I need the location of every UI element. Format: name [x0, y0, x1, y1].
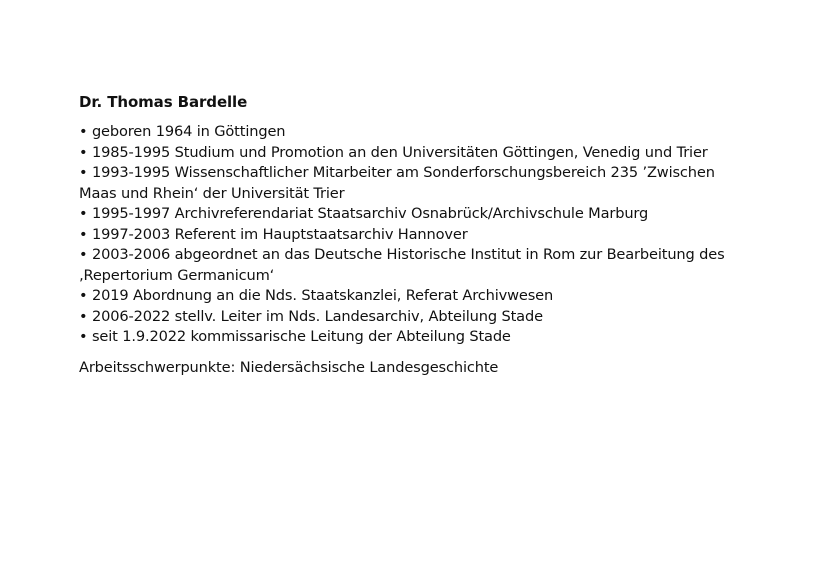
bio-line: • 1995-1997 Archivreferendariat Staatsarchiv Osnabrück/Archivschule Marburg [79, 205, 649, 222]
bio-line: • 1985-1995 Studium und Promotion an den Universitäten Göttingen, Venedig und Trier [79, 143, 708, 161]
bio-line: • 1997-2003 Referent im Hauptstaatsarchiv Hannover [79, 225, 468, 243]
bio-line: • 2003-2006 abgeordnet an das Deutsche Historische Institut in Rom zur Bearbeitung des [79, 246, 725, 263]
person-name: Dr. Thomas Bardelle [79, 93, 248, 111]
bio-line: • 2019 Abordnung an die Nds. Staatskanzlei, Referat Archivwesen [79, 287, 554, 304]
bio-line: • seit 1.9.2022 kommissarische Leitung der Abteilung Stade [79, 328, 511, 345]
bio-line: • 1993-1995 Wissenschaftlicher Mitarbeiter am Sonderforschungsbereich 235 ’Zwischen [79, 164, 715, 181]
research-focus: Arbeitsschwerpunkte: Niedersächsische Landesgeschichte [79, 358, 499, 376]
bio-list [79, 122, 779, 348]
bio-content [79, 92, 779, 378]
bio-line: Maas und Rhein‘ der Universität Trier [79, 184, 345, 202]
bio-line: • 2006-2022 stellv. Leiter im Nds. Landesarchiv, Abteilung Stade [79, 307, 543, 325]
bio-line: • geboren 1964 in Göttingen [79, 123, 286, 140]
bio-line: ‚Repertorium Germanicum‘ [79, 266, 275, 284]
